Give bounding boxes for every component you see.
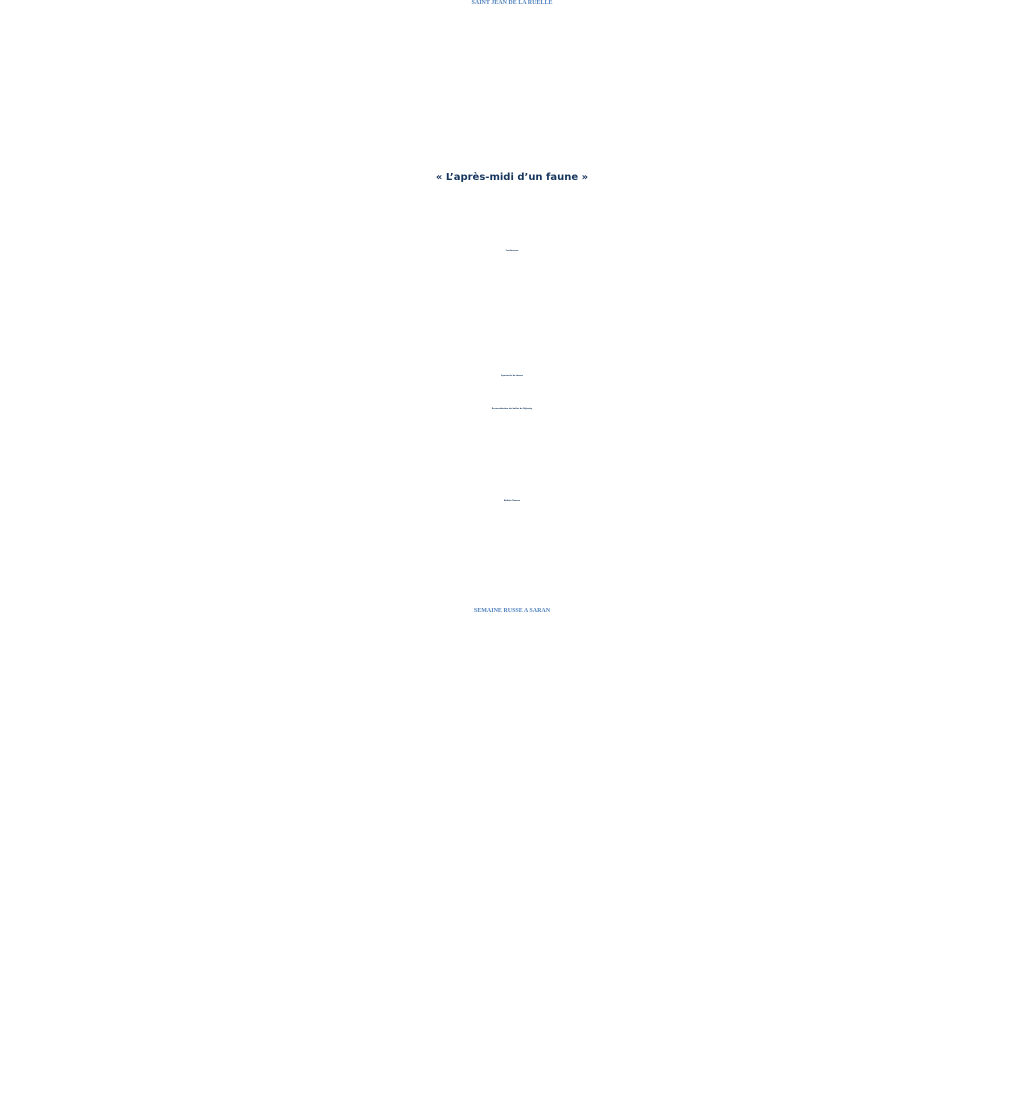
- exposition-line: [0, 500, 1024, 502]
- conference-label: Conférence: [505, 250, 519, 252]
- spectacle-title: Spectacle de danse: [501, 375, 523, 377]
- reconstitution-label: Reconstitution du ballet de Nijinsky: [491, 408, 533, 410]
- saran-title: SEMAINE RUSSE A SARAN: [473, 608, 551, 614]
- reconstitution-line: [0, 408, 1024, 410]
- faune-title: « L’après-midi d’un faune »: [435, 172, 589, 183]
- ballets-russes-label: Ballets Russes: [503, 500, 521, 502]
- location-title: SAINT JEAN DE LA RUELLE: [471, 0, 553, 6]
- conference-line: [0, 250, 1024, 252]
